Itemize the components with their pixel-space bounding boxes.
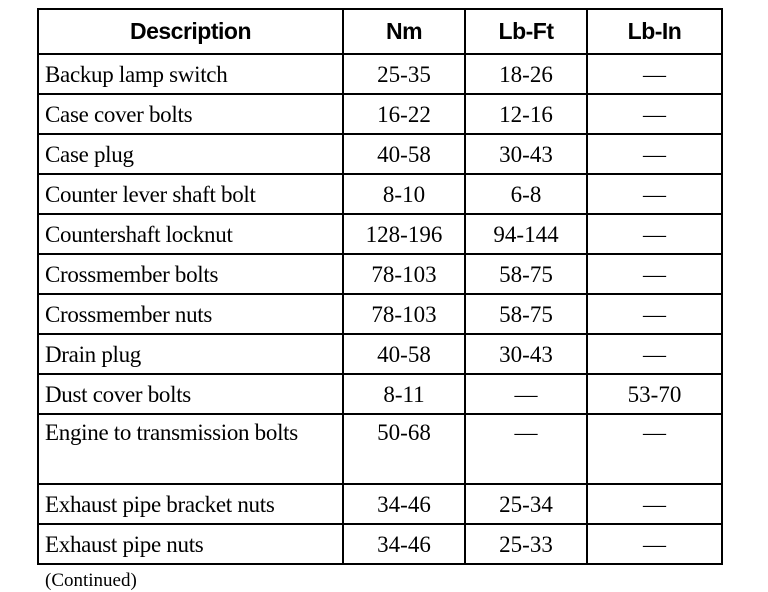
cell-nm: 40-58 [343, 334, 465, 374]
cell-nm: 25-35 [343, 54, 465, 94]
cell-description: Counter lever shaft bolt [38, 174, 343, 214]
table-row [38, 174, 722, 214]
cell-description: Case plug [38, 134, 343, 174]
cell-lb-in: — [587, 524, 722, 564]
cell-description: Crossmember nuts [38, 294, 343, 334]
cell-lb-ft: 6-8 [465, 174, 587, 214]
cell-lb-ft: 30-43 [465, 134, 587, 174]
cell-lb-in: — [587, 254, 722, 294]
cell-nm: 40-58 [343, 134, 465, 174]
table-row [38, 54, 722, 94]
cell-nm: 78-103 [343, 294, 465, 334]
cell-lb-in: — [587, 134, 722, 174]
cell-description: Case cover bolts [38, 94, 343, 134]
cell-lb-ft: 25-34 [465, 484, 587, 524]
cell-nm: 34-46 [343, 484, 465, 524]
header-lb-ft: Lb-Ft [465, 9, 587, 54]
header-row [38, 9, 722, 54]
cell-lb-in: — [587, 214, 722, 254]
cell-nm: 8-10 [343, 174, 465, 214]
cell-description: Countershaft locknut [38, 214, 343, 254]
cell-nm: 8-11 [343, 374, 465, 414]
table-row [38, 294, 722, 334]
cell-lb-ft: 18-26 [465, 54, 587, 94]
cell-nm: 78-103 [343, 254, 465, 294]
cell-lb-ft: 94-144 [465, 214, 587, 254]
cell-nm: 34-46 [343, 524, 465, 564]
cell-description: Backup lamp switch [38, 54, 343, 94]
cell-description: Drain plug [38, 334, 343, 374]
cell-lb-ft: — [465, 374, 587, 414]
cell-lb-ft: — [465, 414, 587, 484]
cell-nm: 16-22 [343, 94, 465, 134]
table-row [38, 134, 722, 174]
cell-description: Dust cover bolts [38, 374, 343, 414]
continued-note: (Continued) [45, 570, 137, 591]
header-nm: Nm [343, 9, 465, 54]
torque-spec-table [37, 8, 723, 565]
table-row [38, 484, 722, 524]
cell-description: Exhaust pipe nuts [38, 524, 343, 564]
cell-nm: 50-68 [343, 414, 465, 484]
cell-lb-ft: 25-33 [465, 524, 587, 564]
cell-lb-ft: 12-16 [465, 94, 587, 134]
cell-lb-in: — [587, 174, 722, 214]
cell-lb-in: — [587, 94, 722, 134]
cell-nm: 128-196 [343, 214, 465, 254]
cell-lb-in: — [587, 484, 722, 524]
table-body [38, 54, 722, 564]
table-row [38, 94, 722, 134]
cell-lb-ft: 58-75 [465, 294, 587, 334]
cell-lb-in: — [587, 414, 722, 484]
table-header [38, 9, 722, 54]
table-row [38, 524, 722, 564]
table-row [38, 374, 722, 414]
cell-description: Exhaust pipe bracket nuts [38, 484, 343, 524]
table-row [38, 414, 722, 484]
header-description: Description [38, 9, 343, 54]
cell-lb-in: — [587, 54, 722, 94]
cell-lb-in: — [587, 294, 722, 334]
cell-lb-in: — [587, 334, 722, 374]
cell-description: Engine to transmission bolts [38, 414, 343, 484]
table-row [38, 214, 722, 254]
cell-lb-ft: 30-43 [465, 334, 587, 374]
table-row [38, 334, 722, 374]
header-lb-in: Lb-In [587, 9, 722, 54]
cell-lb-in: 53-70 [587, 374, 722, 414]
table-row [38, 254, 722, 294]
cell-lb-ft: 58-75 [465, 254, 587, 294]
cell-description: Crossmember bolts [38, 254, 343, 294]
